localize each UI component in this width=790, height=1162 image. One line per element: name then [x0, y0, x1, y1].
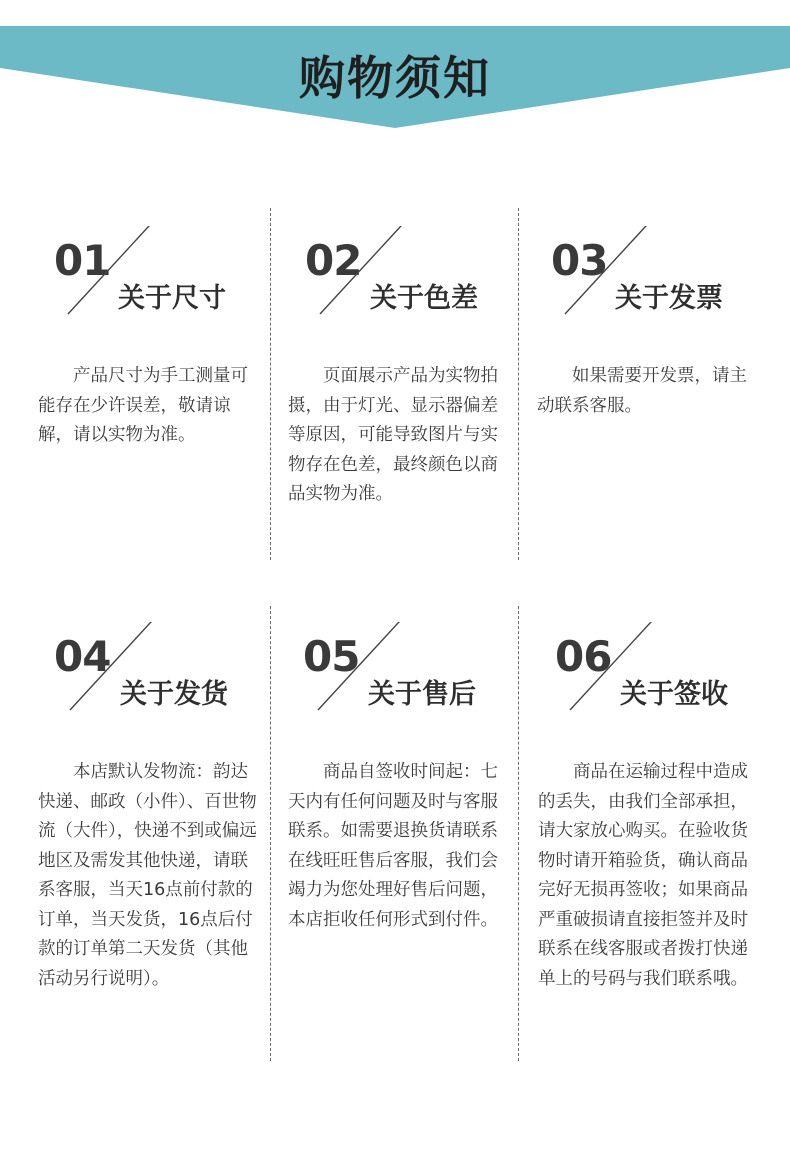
notice-number: 04 [54, 632, 111, 681]
notice-heading: 关于发票 [615, 283, 723, 314]
column-divider [270, 606, 271, 1061]
notice-heading: 关于色差 [370, 283, 478, 314]
notice-number: 05 [303, 632, 360, 681]
notice-number: 03 [551, 236, 608, 285]
column-divider [518, 606, 519, 1061]
page-title: 购物须知 [299, 51, 491, 105]
column-divider [518, 208, 519, 560]
notice-text: 页面展示产品为实物拍摄，由于灯光、显示器偏差等原因，可能导致图片与实物存在色差，最终颜色以商品实物为准。 [288, 366, 498, 504]
notice-text: 本店默认发物流：韵达快递、邮政（小件）、百世物流（大件），快递不到或偏远地区及需发其他快递，请联系客服，当天16点前付款的订单，当天发货，16点后付款的订单第二天发货（其他活动另行说明）。 [38, 762, 257, 989]
header-banner [0, 0, 790, 140]
notice-text: 产品尺寸为手工测量可能存在少许误差，敬请谅解，请以实物为准。 [38, 366, 248, 445]
notice-heading: 关于签收 [620, 679, 728, 710]
notice-heading: 关于尺寸 [118, 283, 226, 314]
notice-text: 商品自签收时间起：七天内有任何问题及时与客服联系。如需要退换货请联系在线旺旺售后客服，我们会竭力为您处理好售后问题，本店拒收任何形式到付件。 [288, 762, 498, 930]
notice-text: 如果需要开发票，请主动联系客服。 [537, 366, 747, 416]
notice-number: 02 [305, 236, 362, 285]
notice-number: 01 [54, 236, 111, 285]
notice-text: 商品在运输过程中造成的丢失，由我们全部承担，请大家放心购买。在验收货物时请开箱验货，确认商品完好无损再签收；如果商品严重破损请直接拒签并及时联系在线客服或者拨打快递单上的号码与我们联系哦。 [538, 762, 748, 989]
notice-heading: 关于发货 [120, 679, 228, 710]
notice-number: 06 [555, 632, 612, 681]
column-divider [270, 208, 271, 560]
notice-heading: 关于售后 [368, 679, 476, 710]
